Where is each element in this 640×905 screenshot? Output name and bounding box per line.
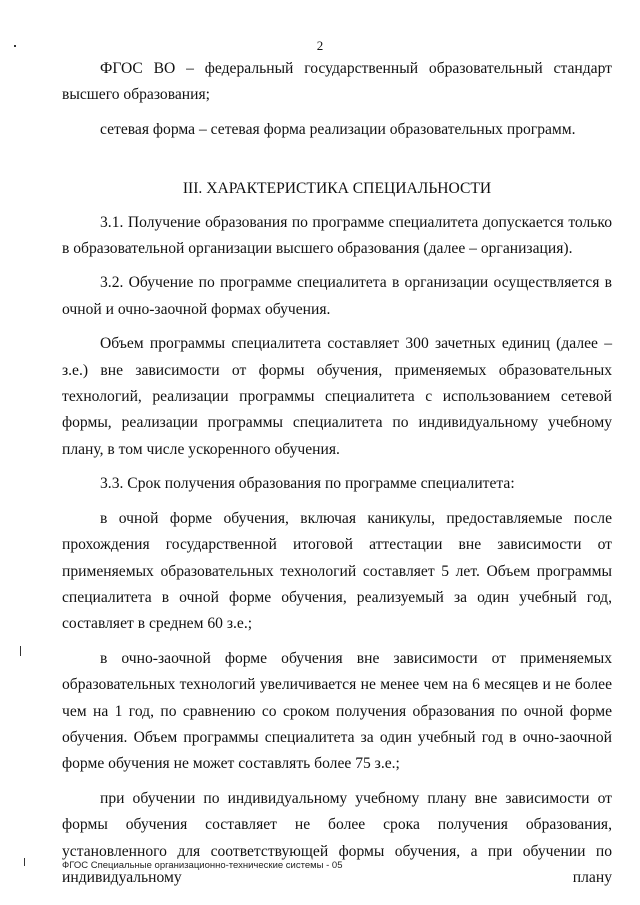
section-heading: III. ХАРАКТЕРИСТИКА СПЕЦИАЛЬНОСТИ [182,180,492,198]
page-number: 2 [316,38,324,53]
definition-fgos-vo: ФГОС ВО – федеральный государственный образовательный стандарт высшего образования; [62,60,612,104]
individual-plan-paragraph: при обучении по индивидуальному учебному плану вне зависимости от формы обучения составляет не более срока получения образования, установленного для соответствующей формы обучения, а при обучении по индивидуальному плану [62,789,612,886]
scan-speck [20,646,21,656]
clause-3-2: 3.2. Обучение по программе специалитета в организации осуществляется в очной и очно-заочной формах обучения. [62,274,612,318]
definition-network-form: сетевая форма – сетевая форма реализации образовательных программ. [100,120,576,138]
clause-3-1: 3.1. Получение образования по программе специалитета допускается только в образовательной организации высшего образования (далее – организация). [62,213,612,258]
page-footer: ФГОС Специальные организационно-технические системы - 05 [62,860,343,871]
program-volume-paragraph: Объем программы специалитета составляет 300 зачетных единиц (далее – з.е.) вне зависимости от формы обучения, применяемых образовательных технологий, реализации программы специалитета с использованием сетевой формы, реализации программы специалитета по индивидуальному учебному плану, в том числе ускоренного обучения. [62,335,612,458]
clause-3-3: 3.3. Срок получения образования по программе специалитета: [100,475,515,493]
part-time-study-paragraph: в очно-заочной форме обучения вне зависимости от применяемых образовательных технологий увеличивается не менее чем на 6 месяцев и не более чем на 1 год, по сравнению со сроком получения образования по очной форме обучения. Объем программы специалитета за один учебный год в очно-заочной форме обучения не может составлять более 75 з.е.; [62,649,612,773]
document-body [62,56,612,891]
scan-speck [24,858,25,866]
full-time-study-paragraph: в очной форме обучения, включая каникулы, предоставляемые после прохождения государственной итоговой аттестации вне зависимости от применяемых образовательных технологий составляет 5 лет. Объем программы специалитета в очной форме обучения, реализуемый за один учебный год, составляет в среднем 60 з.е.; [62,509,612,633]
